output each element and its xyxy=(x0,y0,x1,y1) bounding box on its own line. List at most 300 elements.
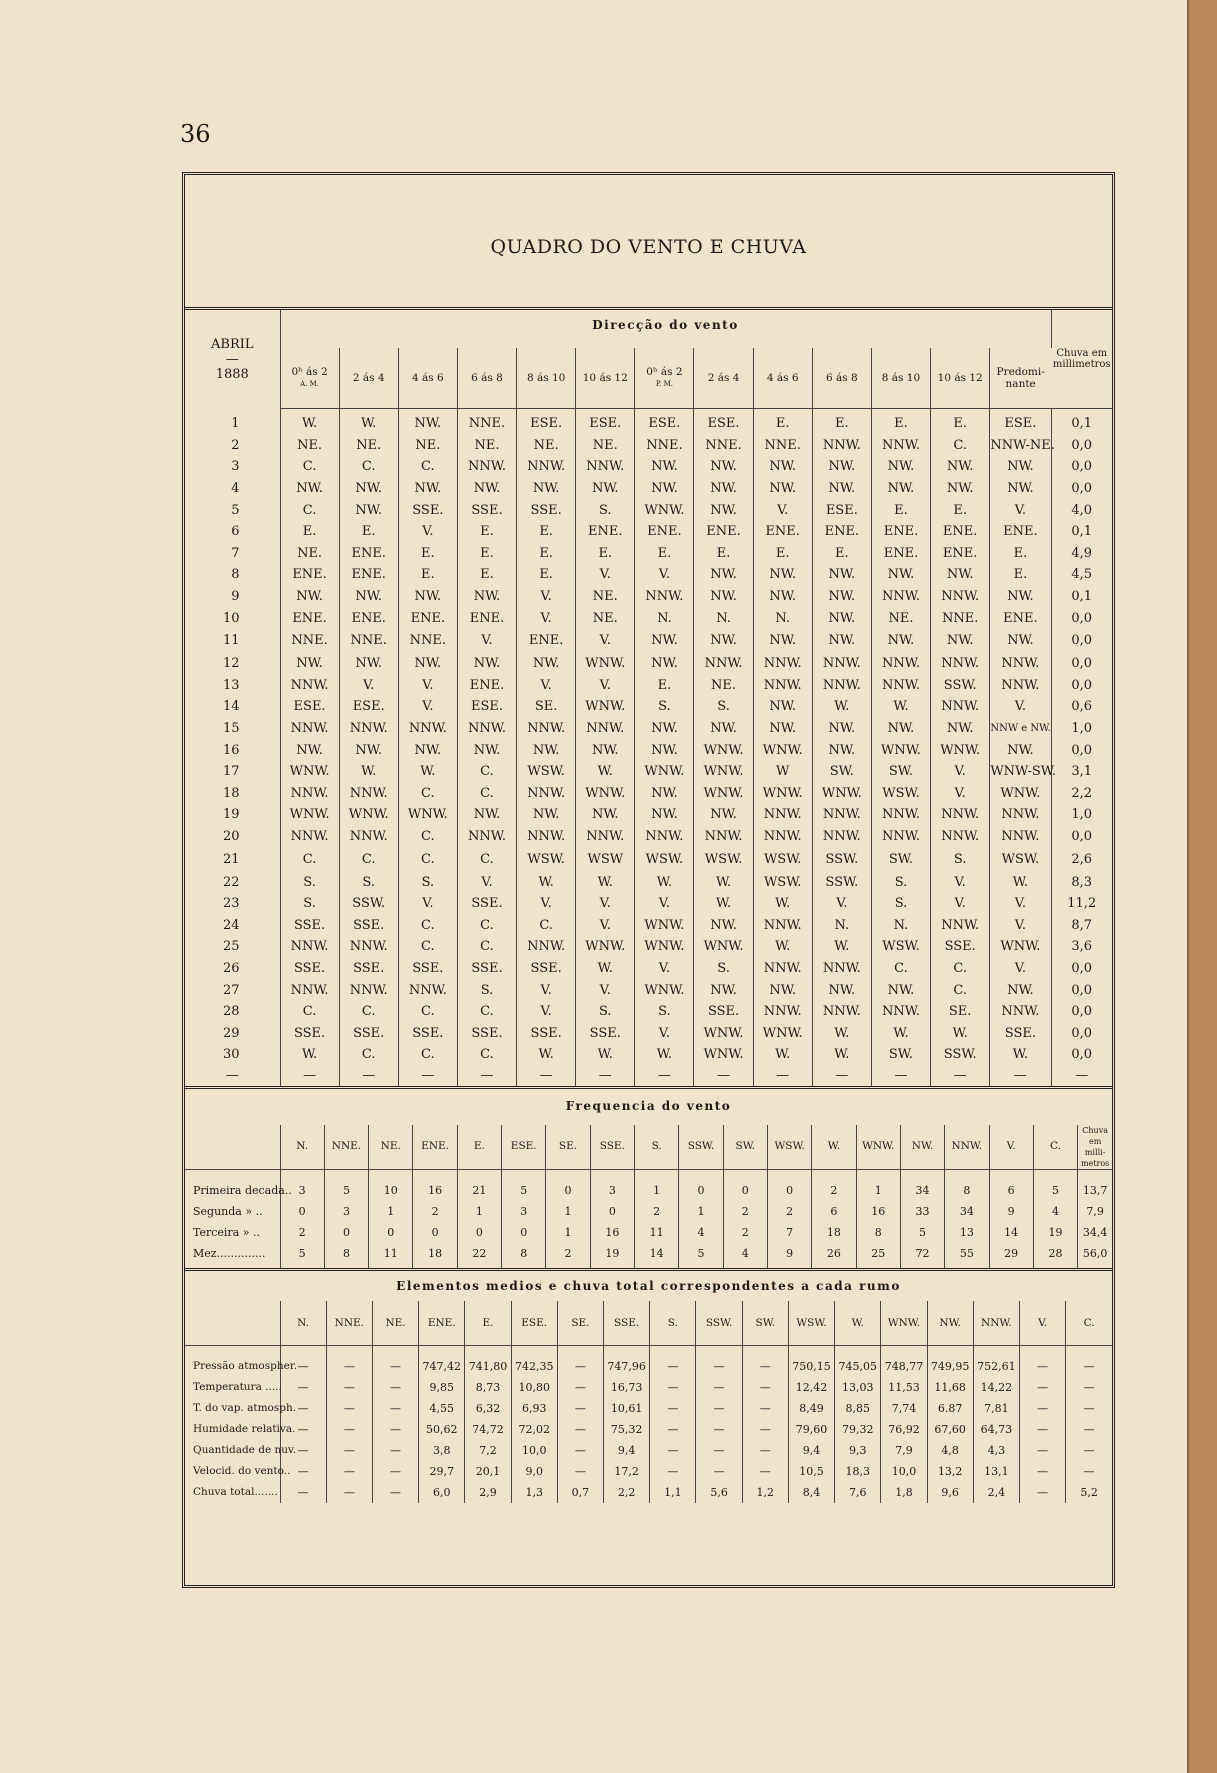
table-cell: NW. xyxy=(635,629,694,653)
wind-section-title: Direcção do vento xyxy=(280,310,1051,348)
day-cell: 1 xyxy=(185,409,280,435)
frequency-column-header: S. xyxy=(635,1125,679,1170)
table-cell: N. xyxy=(694,607,753,629)
elements-column-header: NNW. xyxy=(973,1301,1019,1346)
wind-column-header xyxy=(576,348,635,409)
table-cell: NNW. xyxy=(812,826,871,848)
spacer-cell xyxy=(324,1169,368,1180)
table-cell: 11 xyxy=(635,1222,679,1243)
table-cell: S. xyxy=(339,871,398,893)
table-cell: 749,95 xyxy=(927,1356,973,1377)
table-cell: W. xyxy=(753,1044,812,1066)
table-cell: NNW. xyxy=(931,586,990,608)
day-cell: 26 xyxy=(185,958,280,980)
table-cell: NNW. xyxy=(990,675,1051,697)
table-cell: — xyxy=(280,1356,326,1377)
table-cell: 7,2 xyxy=(465,1440,511,1461)
month-label: ABRIL xyxy=(211,336,254,352)
table-cell: NW. xyxy=(753,478,812,500)
table-cell: WNW. xyxy=(576,653,635,675)
frequency-column-header: NW. xyxy=(900,1125,944,1170)
table-cell: 29,7 xyxy=(419,1461,465,1482)
table-cell: 8,3 xyxy=(1071,874,1093,890)
table-cell: 16 xyxy=(413,1180,457,1201)
table-cell: V. xyxy=(990,958,1051,980)
table-cell: 2 xyxy=(413,1201,457,1222)
elements-column-header: NNE. xyxy=(326,1301,372,1346)
table-cell: W. xyxy=(576,871,635,893)
table-row xyxy=(185,914,1112,936)
table-cell: — xyxy=(696,1398,742,1419)
table-cell: 56,0 xyxy=(1078,1243,1112,1270)
table-cell: E. xyxy=(694,543,753,565)
table-cell: C. xyxy=(398,826,457,848)
day-cell: 13 xyxy=(185,675,280,697)
table-cell: V. xyxy=(931,761,990,783)
row-label-header xyxy=(185,1301,280,1346)
table-cell: NW. xyxy=(753,718,812,740)
table-cell: ENE. xyxy=(931,521,990,543)
table-cell: V. xyxy=(517,675,576,697)
table-row xyxy=(185,478,1112,500)
table-cell: C. xyxy=(457,1001,516,1023)
table-cell: V. xyxy=(517,1001,576,1023)
table-cell: W. xyxy=(753,893,812,915)
frequency-chuva-header xyxy=(1078,1125,1112,1170)
table-cell: NE. xyxy=(280,543,339,565)
table-cell: 5 xyxy=(280,1243,324,1270)
table-cell: C. xyxy=(398,847,457,871)
table-cell: NNW. xyxy=(753,958,812,980)
table-cell: NE. xyxy=(280,435,339,457)
table-cell: NE. xyxy=(517,435,576,457)
table-cell: S. xyxy=(280,893,339,915)
table-cell: — xyxy=(372,1461,418,1482)
frequency-column-header: W. xyxy=(812,1125,856,1170)
table-cell: E. xyxy=(517,521,576,543)
table-cell: NNW. xyxy=(812,675,871,697)
table-cell: 64,73 xyxy=(973,1419,1019,1440)
table-cell: E. xyxy=(576,543,635,565)
day-cell: 23 xyxy=(185,893,280,915)
day-cell: 22 xyxy=(185,871,280,893)
table-cell: WNW. xyxy=(694,739,753,761)
table-cell: NNW. xyxy=(517,826,576,848)
predominant-header xyxy=(990,348,1051,409)
table-cell: NNW. xyxy=(753,914,812,936)
day-cell: 11 xyxy=(185,629,280,653)
table-cell: 0,0 xyxy=(1071,656,1093,672)
table-cell: W. xyxy=(635,871,694,893)
table-cell: NNW. xyxy=(753,653,812,675)
table-cell: NNW. xyxy=(339,979,398,1001)
table-cell: NW. xyxy=(398,739,457,761)
table-cell: WNW. xyxy=(635,936,694,958)
table-cell: NW. xyxy=(931,718,990,740)
table-cell: W. xyxy=(576,1044,635,1066)
table-cell: NNW. xyxy=(694,826,753,848)
table-cell: 14 xyxy=(989,1222,1033,1243)
table-cell: 1 xyxy=(369,1201,413,1222)
table-cell: ENE. xyxy=(457,675,516,697)
row-label: Primeira decada.. xyxy=(185,1180,280,1201)
table-cell: ENE. xyxy=(576,521,635,543)
table-cell: 2 xyxy=(767,1201,811,1222)
table-cell: V. xyxy=(753,499,812,521)
dash-cell: — xyxy=(517,1066,576,1088)
table-cell: 22 xyxy=(457,1243,501,1270)
table-cell: 741,80 xyxy=(465,1356,511,1377)
spacer-cell xyxy=(457,1169,501,1180)
dash-cell: — xyxy=(185,1066,280,1088)
table-cell: W. xyxy=(812,1022,871,1044)
table-cell: NW. xyxy=(871,478,930,500)
wind-column-header xyxy=(871,348,930,409)
table-cell: NW. xyxy=(812,629,871,653)
table-cell: NW. xyxy=(398,478,457,500)
table-row xyxy=(185,1222,1112,1243)
table-cell: ESE. xyxy=(635,409,694,435)
day-cell: 19 xyxy=(185,804,280,826)
table-cell: NNE. xyxy=(931,607,990,629)
table-row xyxy=(185,675,1112,697)
wind-column-label: 2 ás 4 xyxy=(707,372,740,384)
table-cell: WNW. xyxy=(635,499,694,521)
table-cell: NNW. xyxy=(931,914,990,936)
table-cell: W. xyxy=(812,1044,871,1066)
table-cell: ENE. xyxy=(457,607,516,629)
table-cell: 67,60 xyxy=(927,1419,973,1440)
table-cell: NNW. xyxy=(931,826,990,848)
table-cell: — xyxy=(280,1482,326,1503)
table-cell: — xyxy=(696,1419,742,1440)
table-cell: 0 xyxy=(590,1201,634,1222)
table-cell: 0,0 xyxy=(1071,481,1093,497)
table-cell: 0,0 xyxy=(1071,1025,1093,1041)
table-cell: — xyxy=(696,1377,742,1398)
table-cell: 33 xyxy=(900,1201,944,1222)
table-cell: 5 xyxy=(502,1180,546,1201)
table-cell: W. xyxy=(990,871,1051,893)
frequency-column-header: SE. xyxy=(546,1125,590,1170)
table-cell: 2,4 xyxy=(973,1482,1019,1503)
row-label: Chuva total....... xyxy=(185,1482,280,1503)
frequency-column-header: N. xyxy=(280,1125,324,1170)
wind-column-header xyxy=(457,348,516,409)
table-cell: — xyxy=(742,1440,788,1461)
table-cell: — xyxy=(280,1398,326,1419)
wind-column-label: 4 ás 6 xyxy=(766,372,799,384)
table-cell: NE. xyxy=(871,607,930,629)
frequency-column-header: SSW. xyxy=(679,1125,723,1170)
table-cell: V. xyxy=(990,914,1051,936)
spacer-cell xyxy=(856,1169,900,1180)
table-cell: C. xyxy=(931,979,990,1001)
table-cell: C. xyxy=(398,914,457,936)
table-cell: NW. xyxy=(280,478,339,500)
table-cell: NW. xyxy=(990,739,1051,761)
table-cell: WNW. xyxy=(635,761,694,783)
page-edge xyxy=(1189,0,1217,1773)
table-cell: — xyxy=(326,1419,372,1440)
table-cell: NW. xyxy=(694,979,753,1001)
table-cell: S. xyxy=(457,979,516,1001)
table-cell: NW. xyxy=(812,586,871,608)
elements-column-header: V. xyxy=(1020,1301,1066,1346)
table-cell: 17,2 xyxy=(604,1461,650,1482)
elements-column-header: S. xyxy=(650,1301,696,1346)
elements-column-header: ENE. xyxy=(419,1301,465,1346)
table-cell: NW. xyxy=(280,739,339,761)
table-cell: 0 xyxy=(546,1180,590,1201)
table-cell: C. xyxy=(280,456,339,478)
table-cell: E. xyxy=(871,409,930,435)
table-cell: — xyxy=(1083,1359,1095,1373)
table-cell: 79,32 xyxy=(835,1419,881,1440)
table-cell: N. xyxy=(635,607,694,629)
spacer-cell xyxy=(326,1345,372,1356)
table-cell: NNW. xyxy=(990,1001,1051,1023)
table-cell: 5 xyxy=(900,1222,944,1243)
table-cell: E. xyxy=(280,521,339,543)
table-cell: 8,85 xyxy=(835,1398,881,1419)
table-cell: NNW. xyxy=(457,456,516,478)
table-cell: NW. xyxy=(398,653,457,675)
table-cell: C. xyxy=(457,761,516,783)
wind-column-header xyxy=(694,348,753,409)
row-label: Humidade relativa. xyxy=(185,1419,280,1440)
table-cell: ENE. xyxy=(339,564,398,586)
dash-cell: — xyxy=(635,1066,694,1088)
table-cell: — xyxy=(326,1377,372,1398)
table-cell: SSE. xyxy=(339,958,398,980)
table-cell: WNW. xyxy=(398,804,457,826)
table-cell: 25 xyxy=(856,1243,900,1270)
table-cell: NNE. xyxy=(753,435,812,457)
table-cell: ENE. xyxy=(398,607,457,629)
table-cell: NW. xyxy=(635,783,694,805)
table-cell: 19 xyxy=(590,1243,634,1270)
table-cell: NNW. xyxy=(280,979,339,1001)
row-label: Pressão atmospher. xyxy=(185,1356,280,1377)
table-cell: NNW. xyxy=(812,435,871,457)
table-cell: 13,7 xyxy=(1082,1183,1108,1197)
table-cell: 0 xyxy=(723,1180,767,1201)
table-cell: SSE. xyxy=(339,1022,398,1044)
table-cell: E. xyxy=(871,499,930,521)
table-cell: ENE. xyxy=(339,607,398,629)
table-cell: V. xyxy=(635,564,694,586)
table-cell: V. xyxy=(398,521,457,543)
table-cell: — xyxy=(1083,1380,1095,1394)
table-row xyxy=(185,1461,1112,1482)
wind-column-header xyxy=(753,348,812,409)
table-cell: WSW. xyxy=(871,783,930,805)
spacer-cell xyxy=(1066,1345,1112,1356)
wind-column-header xyxy=(812,348,871,409)
table-cell: 0,0 xyxy=(1071,633,1093,649)
table-cell: C. xyxy=(457,914,516,936)
table-cell: NW. xyxy=(457,739,516,761)
spacer-row xyxy=(185,1345,1112,1356)
table-cell: NW. xyxy=(576,739,635,761)
table-cell: 3 xyxy=(280,1180,324,1201)
table-row xyxy=(185,1377,1112,1398)
table-cell: 7,6 xyxy=(835,1482,881,1503)
frequency-column-header: NNW. xyxy=(945,1125,989,1170)
table-cell: NNW. xyxy=(812,804,871,826)
table-cell: NNW. xyxy=(280,675,339,697)
table-cell: 0,0 xyxy=(1071,437,1093,453)
table-cell: ENE. xyxy=(990,607,1051,629)
table-cell: C. xyxy=(871,958,930,980)
frequency-column-header: WSW. xyxy=(767,1125,811,1170)
table-cell: 26 xyxy=(812,1243,856,1270)
frequency-table xyxy=(185,1089,1112,1271)
row-label: Velocid. do vento.. xyxy=(185,1461,280,1482)
frequency-column-header: SSE. xyxy=(590,1125,634,1170)
table-cell: SSE. xyxy=(576,1022,635,1044)
table-cell: 0,0 xyxy=(1071,1004,1093,1020)
day-cell: 10 xyxy=(185,607,280,629)
table-cell: N. xyxy=(812,914,871,936)
elements-table xyxy=(185,1271,1112,1503)
dash-cell: — xyxy=(990,1066,1051,1088)
am-label: A. M. xyxy=(300,380,320,388)
table-cell: E. xyxy=(990,543,1051,565)
table-cell: NNW. xyxy=(871,653,930,675)
table-cell: WSW. xyxy=(871,936,930,958)
table-cell: 3 xyxy=(590,1180,634,1201)
table-cell: NW. xyxy=(339,478,398,500)
table-cell: 8 xyxy=(502,1243,546,1270)
table-row xyxy=(185,979,1112,1001)
table-cell: NNE. xyxy=(457,409,516,435)
table-cell: — xyxy=(1083,1443,1095,1457)
table-cell: SSW. xyxy=(931,675,990,697)
table-cell: 9,3 xyxy=(835,1440,881,1461)
table-cell: 0,0 xyxy=(1071,742,1093,758)
table-cell: 14 xyxy=(635,1243,679,1270)
table-cell: 16,73 xyxy=(604,1377,650,1398)
table-cell: ESE. xyxy=(457,696,516,718)
table-cell: NW. xyxy=(398,586,457,608)
table-cell: 2,9 xyxy=(465,1482,511,1503)
frequency-chuva-label: Chuva em milli-metros xyxy=(1081,1125,1110,1168)
spacer-cell xyxy=(372,1345,418,1356)
elements-column-header: NE. xyxy=(372,1301,418,1346)
table-cell: NW. xyxy=(990,586,1051,608)
table-cell: 6,32 xyxy=(465,1398,511,1419)
wind-column-label: 0ʰ ás 2 xyxy=(291,366,328,378)
table-cell: 1 xyxy=(546,1222,590,1243)
table-cell: 0,0 xyxy=(1071,960,1093,976)
table-cell: — xyxy=(1020,1461,1066,1482)
spacer-cell xyxy=(788,1345,834,1356)
table-cell: SE. xyxy=(517,696,576,718)
table-cell: 0 xyxy=(502,1222,546,1243)
table-cell: NW. xyxy=(931,478,990,500)
table-cell: NW. xyxy=(694,564,753,586)
row-label: T. do vap. atmosph. xyxy=(185,1398,280,1419)
table-cell: NNW. xyxy=(280,718,339,740)
table-cell: V. xyxy=(457,629,516,653)
wind-column-header xyxy=(280,348,339,409)
table-cell: E. xyxy=(635,675,694,697)
table-cell: — xyxy=(372,1440,418,1461)
table-cell: WSW. xyxy=(517,847,576,871)
table-cell: WNW. xyxy=(694,936,753,958)
table-cell: NW. xyxy=(931,629,990,653)
table-cell: E. xyxy=(753,543,812,565)
spacer-cell xyxy=(812,1169,856,1180)
table-cell: E. xyxy=(812,409,871,435)
spacer-cell xyxy=(369,1169,413,1180)
table-row xyxy=(185,435,1112,457)
table-cell: NW. xyxy=(339,499,398,521)
table-cell: NNW. xyxy=(753,804,812,826)
table-cell: — xyxy=(1083,1464,1095,1478)
table-cell: NW. xyxy=(812,739,871,761)
table-cell: 0,0 xyxy=(1071,828,1093,844)
table-cell: 0,0 xyxy=(1071,610,1093,626)
predominant-label: Predomi-nante xyxy=(996,366,1045,390)
table-row xyxy=(185,1001,1112,1023)
table-cell: NNW. xyxy=(339,718,398,740)
table-cell: W. xyxy=(871,1022,930,1044)
table-cell: 34 xyxy=(945,1201,989,1222)
table-cell: 19 xyxy=(1033,1222,1077,1243)
table-cell: WNW. xyxy=(280,761,339,783)
table-cell: — xyxy=(650,1377,696,1398)
wind-column-header xyxy=(398,348,457,409)
table-cell: 1 xyxy=(457,1201,501,1222)
table-cell: WNW. xyxy=(576,783,635,805)
table-cell: ESE. xyxy=(517,409,576,435)
table-cell: W. xyxy=(635,1044,694,1066)
table-cell: SSE. xyxy=(457,499,516,521)
table-cell: NW. xyxy=(457,478,516,500)
table-cell: NNW. xyxy=(398,718,457,740)
table-frame xyxy=(182,172,1115,1588)
table-cell: NW. xyxy=(517,478,576,500)
table-cell: ESE. xyxy=(812,499,871,521)
wind-column-header xyxy=(517,348,576,409)
table-cell: NW. xyxy=(280,586,339,608)
day-cell: 9 xyxy=(185,586,280,608)
table-cell: NW. xyxy=(457,804,516,826)
table-cell: 0 xyxy=(280,1201,324,1222)
table-cell: — xyxy=(1083,1401,1095,1415)
table-cell: C. xyxy=(398,1044,457,1066)
table-cell: 10 xyxy=(369,1180,413,1201)
day-cell: 18 xyxy=(185,783,280,805)
elements-column-header: SSW. xyxy=(696,1301,742,1346)
row-label: Terceira » .. xyxy=(185,1222,280,1243)
row-label: Segunda » .. xyxy=(185,1201,280,1222)
table-cell: NNE. xyxy=(339,629,398,653)
table-cell: 75,32 xyxy=(604,1419,650,1440)
table-cell: 1,2 xyxy=(742,1482,788,1503)
table-cell: 76,92 xyxy=(881,1419,927,1440)
spacer-cell xyxy=(465,1345,511,1356)
table-cell: C. xyxy=(339,847,398,871)
table-cell: 0 xyxy=(767,1180,811,1201)
table-cell: — xyxy=(1020,1377,1066,1398)
table-cell: NW. xyxy=(931,456,990,478)
table-cell: 0,0 xyxy=(1071,982,1093,998)
table-cell: — xyxy=(326,1398,372,1419)
